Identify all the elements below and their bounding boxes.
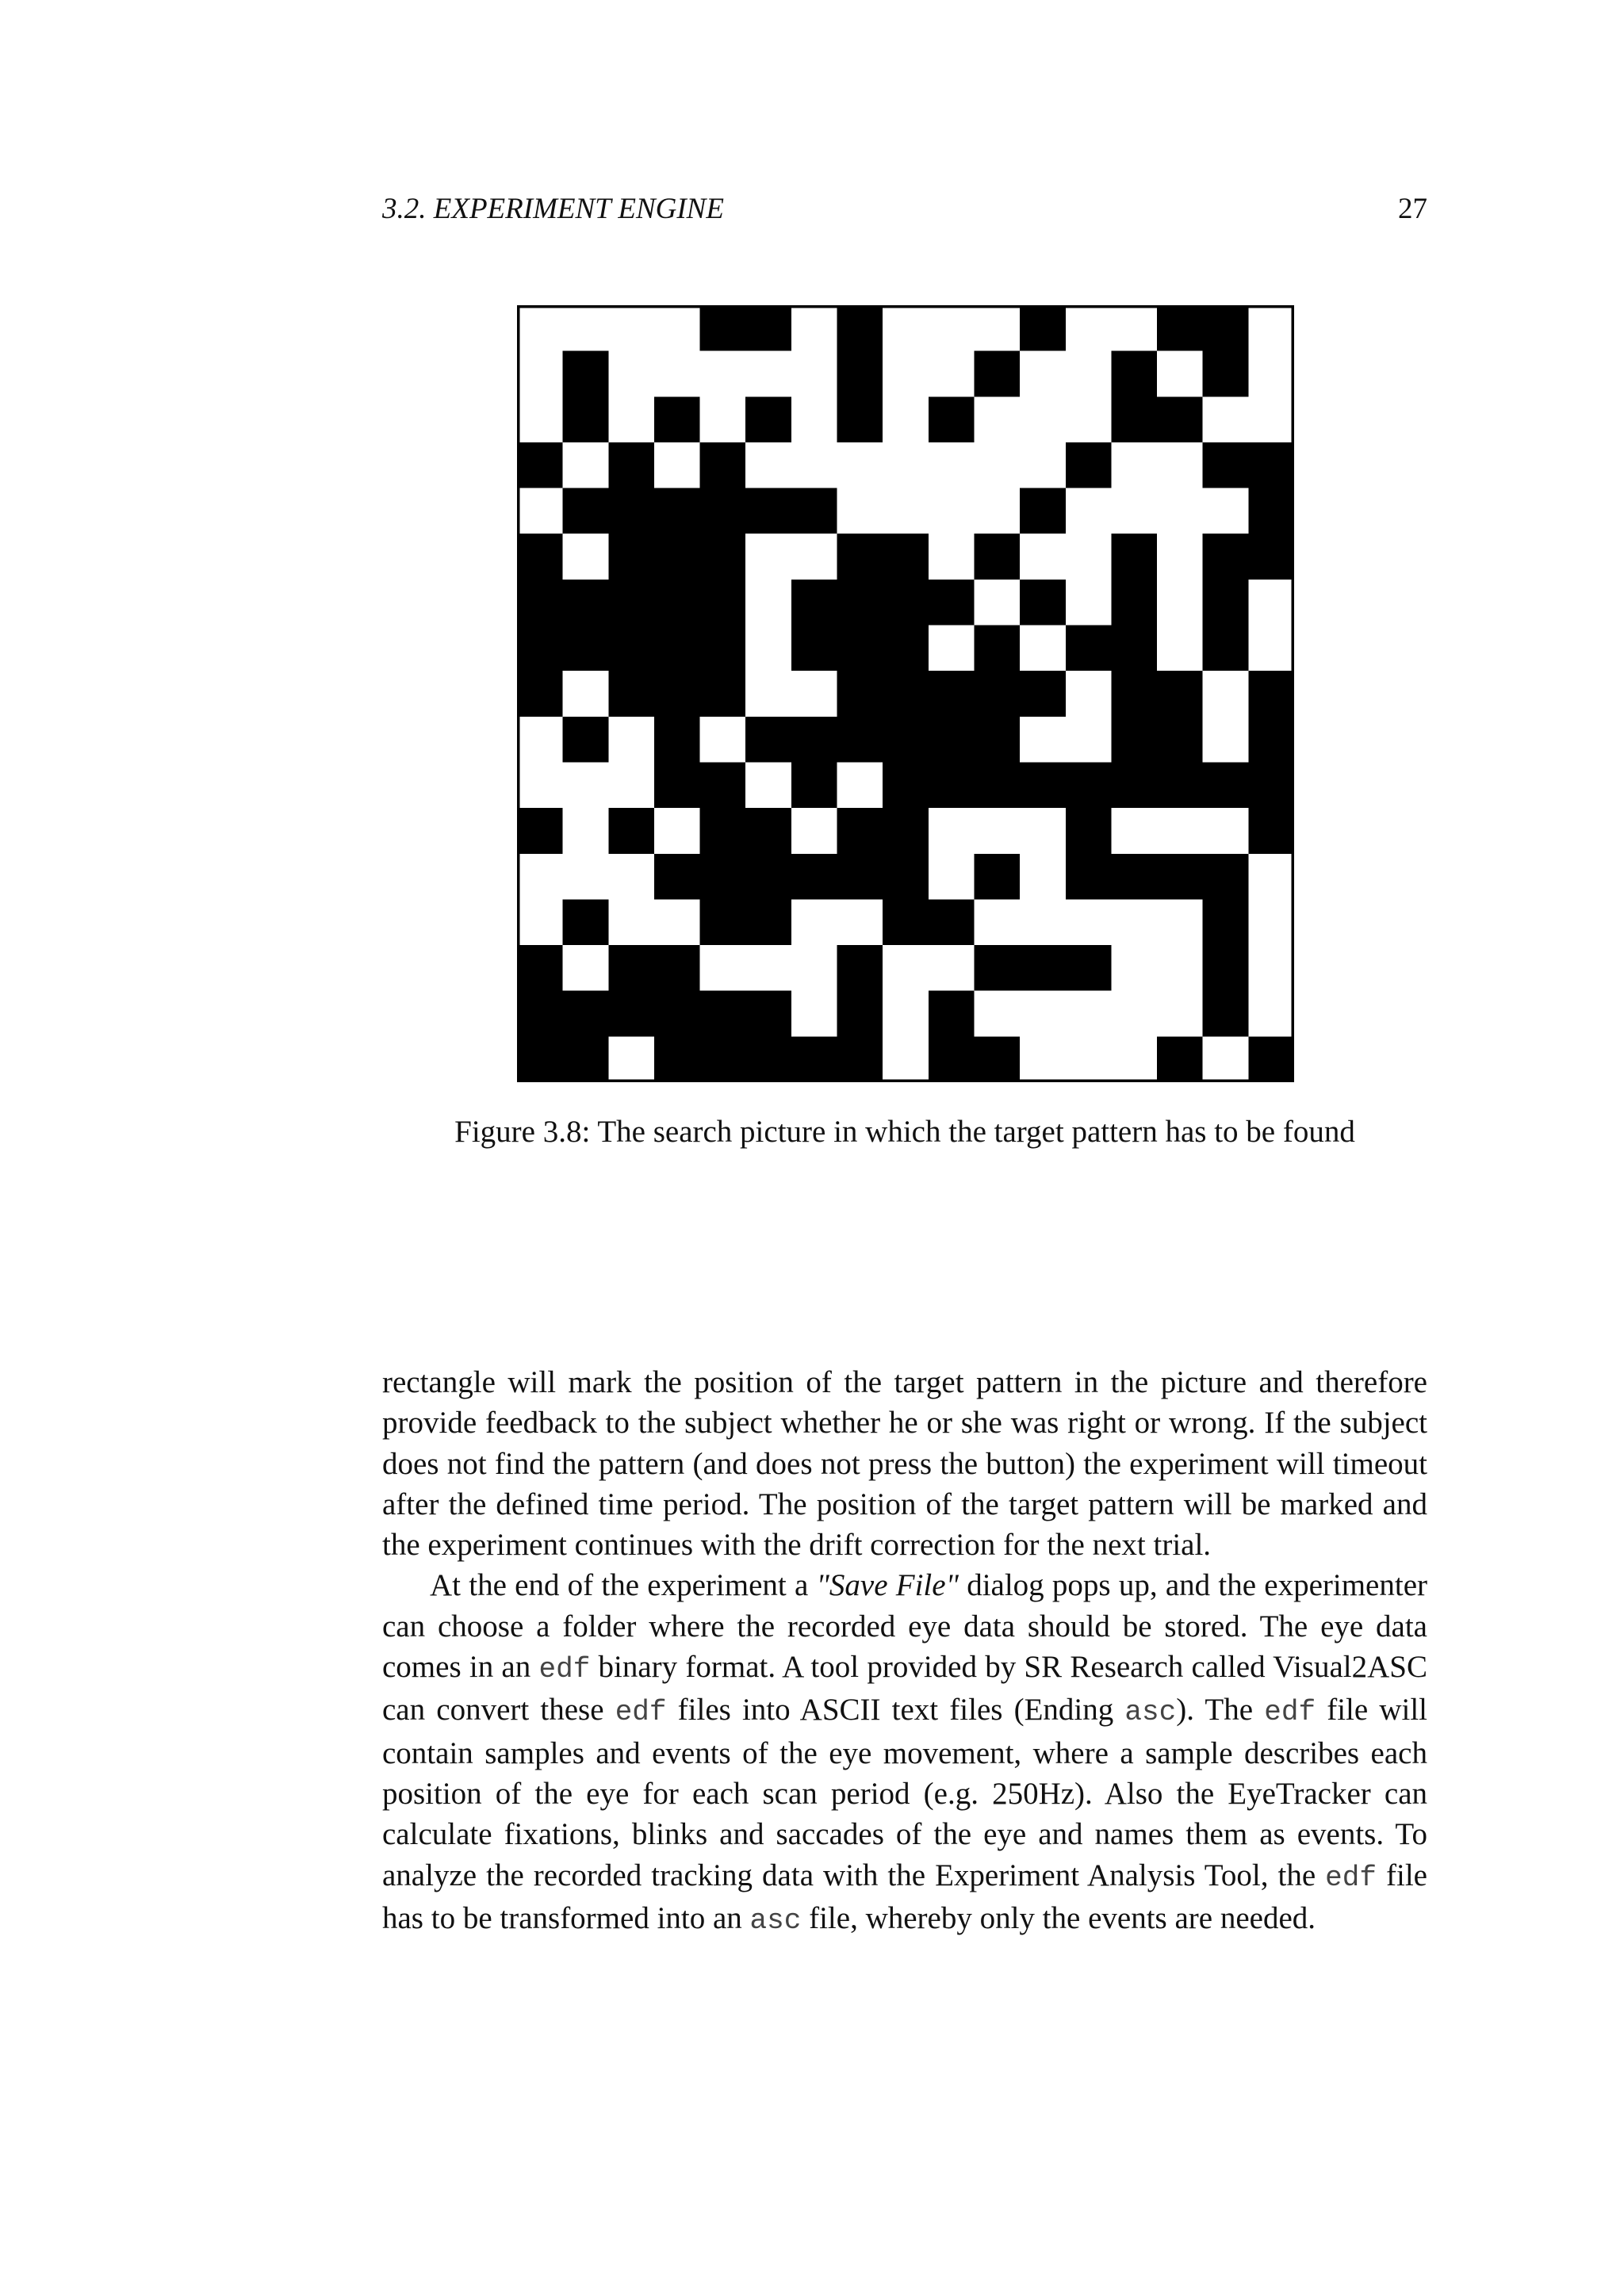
grid-cell-filled [608,808,654,854]
running-head [382,190,1427,228]
grid-cell-filled [745,305,791,351]
grid-cell-filled [974,626,1020,672]
grid-cell-filled [837,396,883,442]
grid-cell-filled [1203,945,1249,991]
grid-cell-filled [654,854,700,900]
grid-cell-filled [608,991,654,1037]
p2-code-edf-3: edf [1264,1696,1316,1729]
grid-cell-filled [1203,351,1249,397]
grid-cell-filled [654,580,700,626]
grid-cell-filled [1066,808,1112,854]
p2-code-edf-2: edf [615,1696,667,1729]
grid-cell-filled [608,671,654,717]
grid-cell-filled [654,762,700,808]
grid-cell-filled [1203,854,1249,900]
grid-cell-filled [1157,1036,1203,1082]
section-title: 3.2. EXPERIMENT ENGINE [382,193,724,225]
grid-cell-filled [745,808,791,854]
paragraph-1: rectangle will mark the position of the target pattern in the picture and therefore provide feedback to the subject whether he or she was right or wrong. If the subject does not find the pattern (and does not press the button) the experiment will timeout after the defined time period. The position of the target pattern will be marked and the experiment continues with the drift correction for the next trial. [382,1365,1427,1563]
grid-cell-filled [791,1036,837,1082]
grid-cell-filled [517,1036,563,1082]
grid-cell-filled [883,671,929,717]
grid-cell-filled [1111,717,1157,763]
grid-cell-filled [1020,671,1066,717]
grid-cell-filled [745,488,791,534]
grid-cell-filled [1248,808,1294,854]
grid-cell-filled [1248,1036,1294,1082]
grid-cell-filled [837,671,883,717]
grid-cell-filled [791,717,837,763]
grid-cell-filled [1203,442,1249,488]
grid-cell-filled [608,626,654,672]
grid-cell-filled [608,580,654,626]
grid-cell-filled [1157,854,1203,900]
p2-text-1: At the end of the experiment a [430,1568,817,1603]
grid-cell-filled [1157,396,1203,442]
grid-cell-filled [563,1036,609,1082]
grid-cell-filled [883,580,929,626]
grid-cell-filled [563,351,609,397]
grid-cell-filled [1248,488,1294,534]
p2-code-edf-4: edf [1325,1861,1377,1894]
grid-cell-filled [837,351,883,397]
grid-cell-filled [837,305,883,351]
grid-cell-filled [1020,305,1066,351]
grid-cell-filled [517,808,563,854]
search-picture-figure [517,305,1294,1082]
grid-cell-filled [700,580,746,626]
grid-cell-filled [929,717,975,763]
grid-cell-filled [883,899,929,945]
grid-cell-filled [1157,305,1203,351]
grid-cell-filled [837,808,883,854]
p2-save-file: "Save File" [816,1568,959,1603]
grid-cell-filled [1066,762,1112,808]
grid-cell-filled [1157,762,1203,808]
grid-cell-filled [1203,534,1249,580]
grid-cell-filled [1111,626,1157,672]
grid-cell-filled [654,488,700,534]
grid-cell-filled [974,671,1020,717]
grid-cell-filled [654,671,700,717]
grid-cell-filled [883,534,929,580]
grid-cell-filled [563,626,609,672]
search-picture-grid [517,305,1294,1082]
grid-cell-filled [700,762,746,808]
grid-cell-filled [1248,671,1294,717]
grid-cell-filled [745,991,791,1037]
grid-cell-filled [517,580,563,626]
grid-cell-filled [1157,717,1203,763]
p2-code-asc-2: asc [749,1904,802,1937]
grid-cell-filled [563,396,609,442]
grid-cell-filled [837,945,883,991]
grid-cell-filled [654,1036,700,1082]
grid-cell-filled [563,580,609,626]
grid-cell-filled [1111,854,1157,900]
grid-cell-filled [1203,899,1249,945]
grid-cell-filled [517,534,563,580]
p2-text-8: file, whereby only the events are needed. [801,1900,1316,1935]
grid-cell-filled [1248,442,1294,488]
grid-cell-filled [929,762,975,808]
grid-cell-filled [700,671,746,717]
grid-cell-filled [654,717,700,763]
grid-cell-filled [974,854,1020,900]
grid-cell-filled [1066,626,1112,672]
p2-text-3: binary format. A tool provided by SR Research called Visual2ASC can convert these [382,1650,1427,1728]
grid-cell-filled [837,1036,883,1082]
grid-cell-filled [1111,580,1157,626]
grid-cell-filled [700,626,746,672]
grid-cell-filled [1248,534,1294,580]
grid-cell-filled [974,1036,1020,1082]
grid-cell-filled [1020,488,1066,534]
grid-cell-filled [517,945,563,991]
grid-cell-filled [1203,991,1249,1037]
grid-cell-filled [1203,762,1249,808]
grid-cell-filled [608,945,654,991]
grid-cell-filled [563,991,609,1037]
grid-cell-filled [745,396,791,442]
grid-cell-filled [700,991,746,1037]
grid-cell-filled [654,945,700,991]
figure-caption: Figure 3.8: The search picture in which the target pattern has to be found [454,1115,1355,1149]
grid-cell-filled [608,534,654,580]
grid-cell-filled [1111,351,1157,397]
grid-cell-filled [654,534,700,580]
grid-cell-filled [837,626,883,672]
p2-text-2: dialog pops up, and the experimenter can choose a folder where the recorded eye data should be stored. The eye data comes in an [382,1568,1427,1685]
grid-cell-filled [1020,580,1066,626]
grid-cell-filled [745,854,791,900]
grid-cell-filled [837,534,883,580]
grid-cell-filled [837,580,883,626]
grid-cell-filled [1066,442,1112,488]
grid-cell-filled [608,488,654,534]
grid-cell-filled [1111,671,1157,717]
grid-cell-filled [745,899,791,945]
grid-cell-filled [563,717,609,763]
body-text [382,1362,1427,1941]
grid-cell-filled [837,717,883,763]
grid-cell-filled [974,945,1020,991]
grid-cell-filled [974,717,1020,763]
grid-cell-filled [700,305,746,351]
grid-cell-filled [791,854,837,900]
grid-cell-filled [1111,396,1157,442]
grid-cell-filled [1248,717,1294,763]
grid-cell-filled [974,762,1020,808]
grid-cell-filled [791,626,837,672]
grid-cell-filled [1157,671,1203,717]
grid-cell-filled [1111,762,1157,808]
page-number: 27 [1398,193,1427,225]
grid-cell-filled [883,854,929,900]
grid-cell-filled [883,717,929,763]
p2-text-7: file has to be transformed into an [382,1858,1427,1935]
grid-cell-filled [700,488,746,534]
grid-cell-filled [517,991,563,1037]
grid-cell-filled [1066,945,1112,991]
grid-cell-filled [1020,945,1066,991]
grid-cell-filled [837,991,883,1037]
grid-cell-filled [791,762,837,808]
p2-text-5: ). The [1176,1693,1265,1728]
grid-cell-filled [791,580,837,626]
paragraph-2 [382,1565,1427,1941]
p2-code-asc-1: asc [1124,1696,1177,1729]
grid-cell-filled [654,396,700,442]
grid-cell-filled [517,442,563,488]
grid-cell-filled [563,488,609,534]
grid-cell-filled [745,1036,791,1082]
grid-cell-filled [791,488,837,534]
grid-cell-filled [700,442,746,488]
grid-cell-filled [517,626,563,672]
grid-cell-filled [1203,626,1249,672]
grid-cell-filled [700,899,746,945]
p2-text-6: file will contain samples and events of the eye movement, where a sample describes each position of the eye for each scan period (e.g. 250Hz). Also the EyeTracker can calculate fixations, blinks and saccades of the eye and names them as events. To analyze the recorded tracking data with the Experiment Analysis Tool, the [382,1693,1428,1892]
grid-cell-filled [1111,534,1157,580]
grid-cell-filled [563,899,609,945]
p2-code-edf-1: edf [538,1653,591,1686]
grid-cell-filled [929,580,975,626]
grid-cell-filled [929,671,975,717]
p2-text-4: files into ASCII text files (Ending [666,1693,1125,1728]
grid-cell-filled [929,396,975,442]
grid-cell-filled [883,626,929,672]
grid-cell-filled [837,854,883,900]
grid-cell-filled [608,442,654,488]
grid-cell-filled [654,626,700,672]
grid-cell-filled [1020,762,1066,808]
grid-cell-filled [929,991,975,1037]
grid-cell-filled [929,899,975,945]
grid-cell-filled [517,671,563,717]
grid-cell-filled [1248,762,1294,808]
grid-cell-filled [883,808,929,854]
grid-cell-filled [654,991,700,1037]
grid-cell-filled [1066,854,1112,900]
grid-cell-filled [974,534,1020,580]
grid-cell-filled [700,854,746,900]
grid-cell-filled [1203,305,1249,351]
grid-cell-filled [700,1036,746,1082]
grid-cell-filled [700,808,746,854]
grid-cell-filled [883,762,929,808]
grid-cell-filled [1203,580,1249,626]
grid-cell-filled [700,534,746,580]
grid-cell-filled [929,1036,975,1082]
grid-cell-filled [974,351,1020,397]
grid-cell-filled [745,717,791,763]
